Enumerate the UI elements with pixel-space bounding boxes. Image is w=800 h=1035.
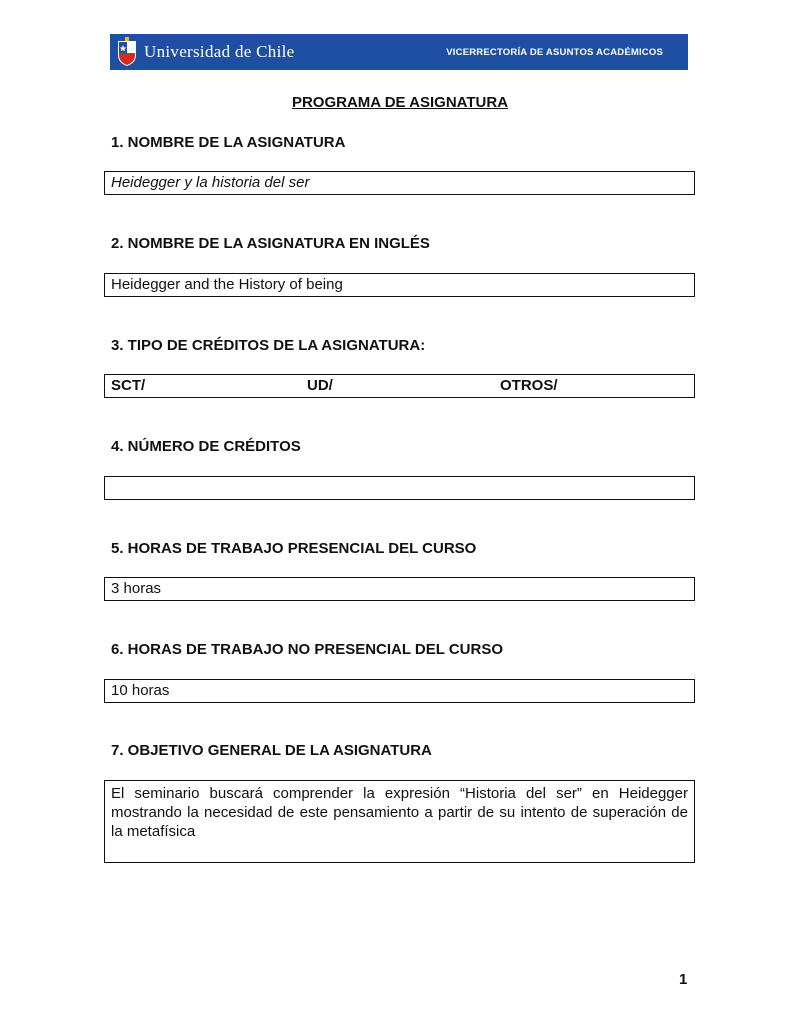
credit-types-field: [104, 374, 695, 398]
credit-type-ud: UD/: [307, 377, 333, 394]
credit-type-sct: SCT/: [111, 377, 146, 394]
section-4-heading: 4. NÚMERO DE CRÉDITOS: [111, 438, 301, 455]
section-5-heading: 5. HORAS DE TRABAJO PRESENCIAL DEL CURSO: [111, 540, 477, 557]
section-1-heading: 1. NOMBRE DE LA ASIGNATURA: [111, 134, 346, 151]
credit-type-otros: OTROS/: [500, 377, 558, 394]
section-2-heading: 2. NOMBRE DE LA ASIGNATURA EN INGLÉS: [111, 235, 430, 252]
university-name: Universidad de Chile: [144, 42, 295, 61]
header-banner: [110, 34, 688, 70]
presential-hours-field: 3 horas: [104, 577, 695, 601]
credit-number-field: [104, 476, 695, 500]
section-7-heading: 7. OBJETIVO GENERAL DE LA ASIGNATURA: [111, 742, 432, 759]
section-3-heading: 3. TIPO DE CRÉDITOS DE LA ASIGNATURA:: [111, 337, 426, 354]
course-name-field: Heidegger y la historia del ser: [104, 171, 695, 195]
office-name: VICERRECTORÍA DE ASUNTOS ACADÉMICOS: [446, 47, 663, 58]
course-name-english-field: Heidegger and the History of being: [104, 273, 695, 297]
page-number: 1: [679, 971, 688, 988]
section-6-heading: 6. HORAS DE TRABAJO NO PRESENCIAL DEL CURSO: [111, 641, 503, 658]
university-shield-icon: [116, 37, 138, 67]
general-objective-field: El seminario buscará comprender la expresión “Historia del ser” en Heidegger mostrando la necesidad de este pensamiento a partir de su intento de superación de la metafísica: [104, 780, 695, 863]
page-title: PROGRAMA DE ASIGNATURA: [291, 94, 509, 111]
non-presential-hours-field: 10 horas: [104, 679, 695, 703]
